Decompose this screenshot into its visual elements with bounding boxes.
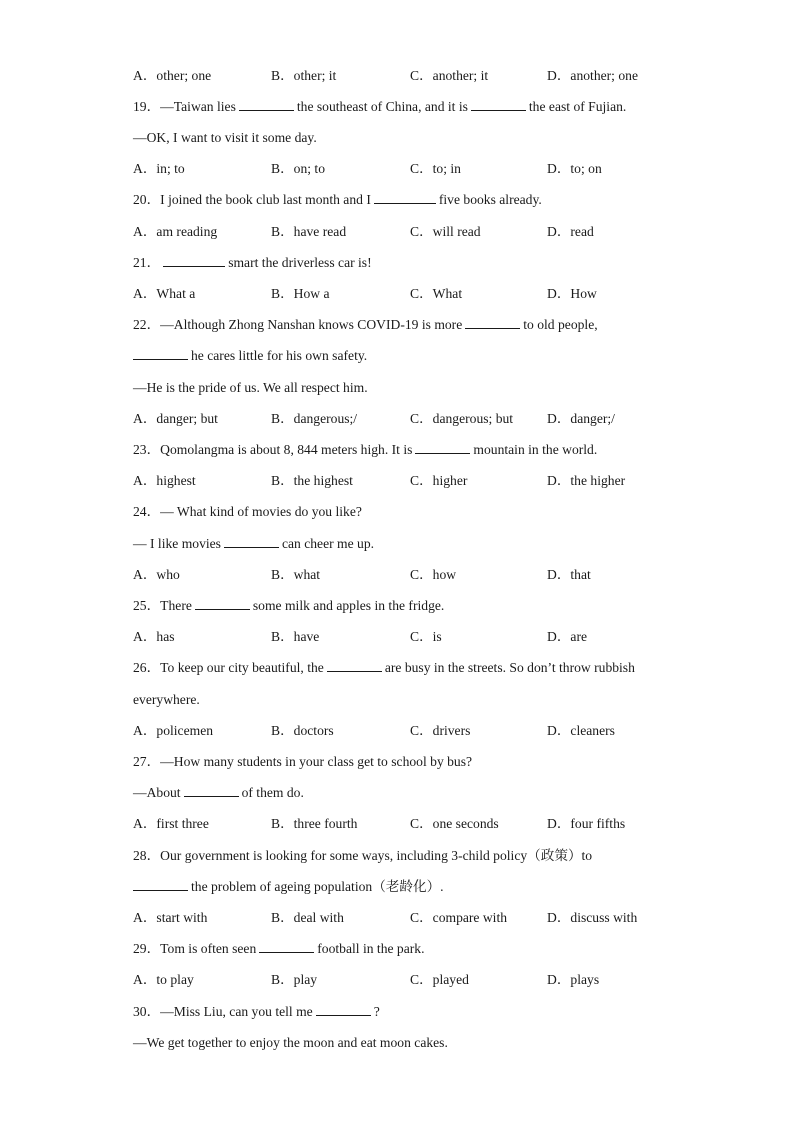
q20-stem-text-a: 20．I joined the book club last month and I [133,192,371,207]
q28-stem: 28．Our government is looking for some ways, including 3-child policy（政策）to [133,848,593,863]
answer-blank [184,782,239,797]
answer-blank [195,595,250,610]
q19-option-b[interactable]: B．on; to [271,161,326,176]
q22-option-b[interactable]: B．dangerous;/ [271,411,358,426]
q19-stem [133,96,626,118]
q18-option-b[interactable]: B．other; it [271,68,337,83]
q27-stem: 27．—How many students in your class get to school by bus? [133,754,473,769]
q30-stem-text-a: 30．—Miss Liu, can you tell me [133,1004,313,1019]
q30-stem-text-b: ? [373,1004,380,1019]
q22-stem-text-c: he cares little for his own safety. [191,348,368,363]
q21-stem-text-a: 21． [133,255,161,270]
q27-reply-text-b: of them do. [241,785,304,800]
q22-stem-continued [133,345,367,367]
q22-stem-text-b: to old people, [523,317,598,332]
q24-option-d[interactable]: D．that [547,567,591,582]
q24-stem: 24．— What kind of movies do you like? [133,504,362,519]
q24-reply-text-a: — I like movies [133,536,221,551]
q28-option-c[interactable]: C．compare with [410,910,508,925]
q22-option-a[interactable]: A．danger; but [133,411,218,426]
q19-reply: —OK, I want to visit it some day. [133,130,317,145]
q28-option-a[interactable]: A．start with [133,910,208,925]
q30-stem [133,1001,380,1023]
q22-reply: —He is the pride of us. We all respect him. [133,380,368,395]
q21-stem-text-b: smart the driverless car is! [228,255,372,270]
answer-blank [163,252,225,267]
q24-option-a[interactable]: A．who [133,567,180,582]
q27-option-c[interactable]: C．one seconds [410,816,499,831]
answer-blank [133,345,188,360]
q23-stem-text-b: mountain in the world. [473,442,598,457]
answer-blank [327,657,382,672]
q21-stem [133,252,372,274]
q18-option-a[interactable]: A．other; one [133,68,212,83]
q26-option-a[interactable]: A．policemen [133,723,214,738]
q23-stem [133,439,597,461]
q18-option-d[interactable]: D．another; one [547,68,638,83]
q29-stem-text-a: 29．Tom is often seen [133,941,257,956]
q25-option-a[interactable]: A．has [133,629,175,644]
q24-option-c[interactable]: C．how [410,567,457,582]
answer-blank [259,938,314,953]
q20-option-b[interactable]: B．have read [271,224,347,239]
q18-option-c[interactable]: C．another; it [410,68,489,83]
answer-blank [239,96,294,111]
q29-stem [133,938,424,960]
q27-option-d[interactable]: D．four fifths [547,816,626,831]
q19-option-c[interactable]: C．to; in [410,161,461,176]
q22-stem-text-a: 22．—Although Zhong Nanshan knows COVID-19 is more [133,317,463,332]
q25-option-c[interactable]: C．is [410,629,442,644]
q29-option-a[interactable]: A．to play [133,972,194,987]
q23-option-c[interactable]: C．higher [410,473,468,488]
q26-option-b[interactable]: B．doctors [271,723,334,738]
q26-stem-continued: everywhere. [133,692,200,707]
q24-reply [133,533,374,555]
q28-option-d[interactable]: D．discuss with [547,910,638,925]
q26-stem-text-a: 26．To keep our city beautiful, the [133,660,324,675]
q22-option-d[interactable]: D．danger;/ [547,411,615,426]
q20-option-c[interactable]: C．will read [410,224,481,239]
q27-reply [133,782,304,804]
q29-option-c[interactable]: C．played [410,972,469,987]
q22-stem [133,314,598,336]
q30-reply: —We get together to enjoy the moon and eat moon cakes. [133,1035,448,1050]
q28-stem-continued [133,876,444,898]
q28-stem-text-b: the problem of ageing population（老龄化）. [191,879,444,894]
q20-option-d[interactable]: D．read [547,224,594,239]
q26-stem-text-b: are busy in the streets. So don’t throw rubbish [384,660,635,675]
answer-blank [415,439,470,454]
q29-stem-text-b: football in the park. [317,941,425,956]
q23-option-d[interactable]: D．the higher [547,473,626,488]
q24-option-b[interactable]: B．what [271,567,321,582]
q24-reply-text-b: can cheer me up. [281,536,375,551]
q25-option-d[interactable]: D．are [547,629,588,644]
q26-stem [133,657,635,679]
q27-option-a[interactable]: A．first three [133,816,209,831]
q19-stem-text-c: the east of Fujian. [528,99,627,114]
q21-option-c[interactable]: C．What [410,286,463,301]
q29-option-d[interactable]: D．plays [547,972,600,987]
answer-blank [224,533,279,548]
q27-option-b[interactable]: B．three fourth [271,816,358,831]
q26-option-c[interactable]: C．drivers [410,723,471,738]
answer-blank [374,189,436,204]
q27-reply-text-a: —About [133,785,181,800]
q19-stem-text-a: 19．—Taiwan lies [133,99,236,114]
q20-stem-text-b: five books already. [438,192,542,207]
q23-stem-text-a: 23．Qomolangma is about 8, 844 meters high. It is [133,442,413,457]
answer-blank [471,96,526,111]
q21-option-d[interactable]: D．How [547,286,597,301]
q25-stem-text-a: 25．There [133,598,192,613]
q19-stem-text-b: the southeast of China, and it is [296,99,468,114]
q29-option-b[interactable]: B．play [271,972,318,987]
q26-option-d[interactable]: D．cleaners [547,723,615,738]
q25-stem [133,595,444,617]
q23-option-b[interactable]: B．the highest [271,473,353,488]
q23-option-a[interactable]: A．highest [133,473,196,488]
q20-stem [133,189,542,211]
q19-option-d[interactable]: D．to; on [547,161,602,176]
q19-option-a[interactable]: A．in; to [133,161,185,176]
q21-option-b[interactable]: B．How a [271,286,330,301]
answer-blank [465,314,520,329]
answer-blank [316,1001,371,1016]
q25-stem-text-b: some milk and apples in the fridge. [252,598,445,613]
q20-option-a[interactable]: A．am reading [133,224,218,239]
q21-option-a[interactable]: A．What a [133,286,196,301]
q28-option-b[interactable]: B．deal with [271,910,344,925]
q25-option-b[interactable]: B．have [271,629,320,644]
q22-option-c[interactable]: C．dangerous; but [410,411,514,426]
answer-blank [133,876,188,891]
